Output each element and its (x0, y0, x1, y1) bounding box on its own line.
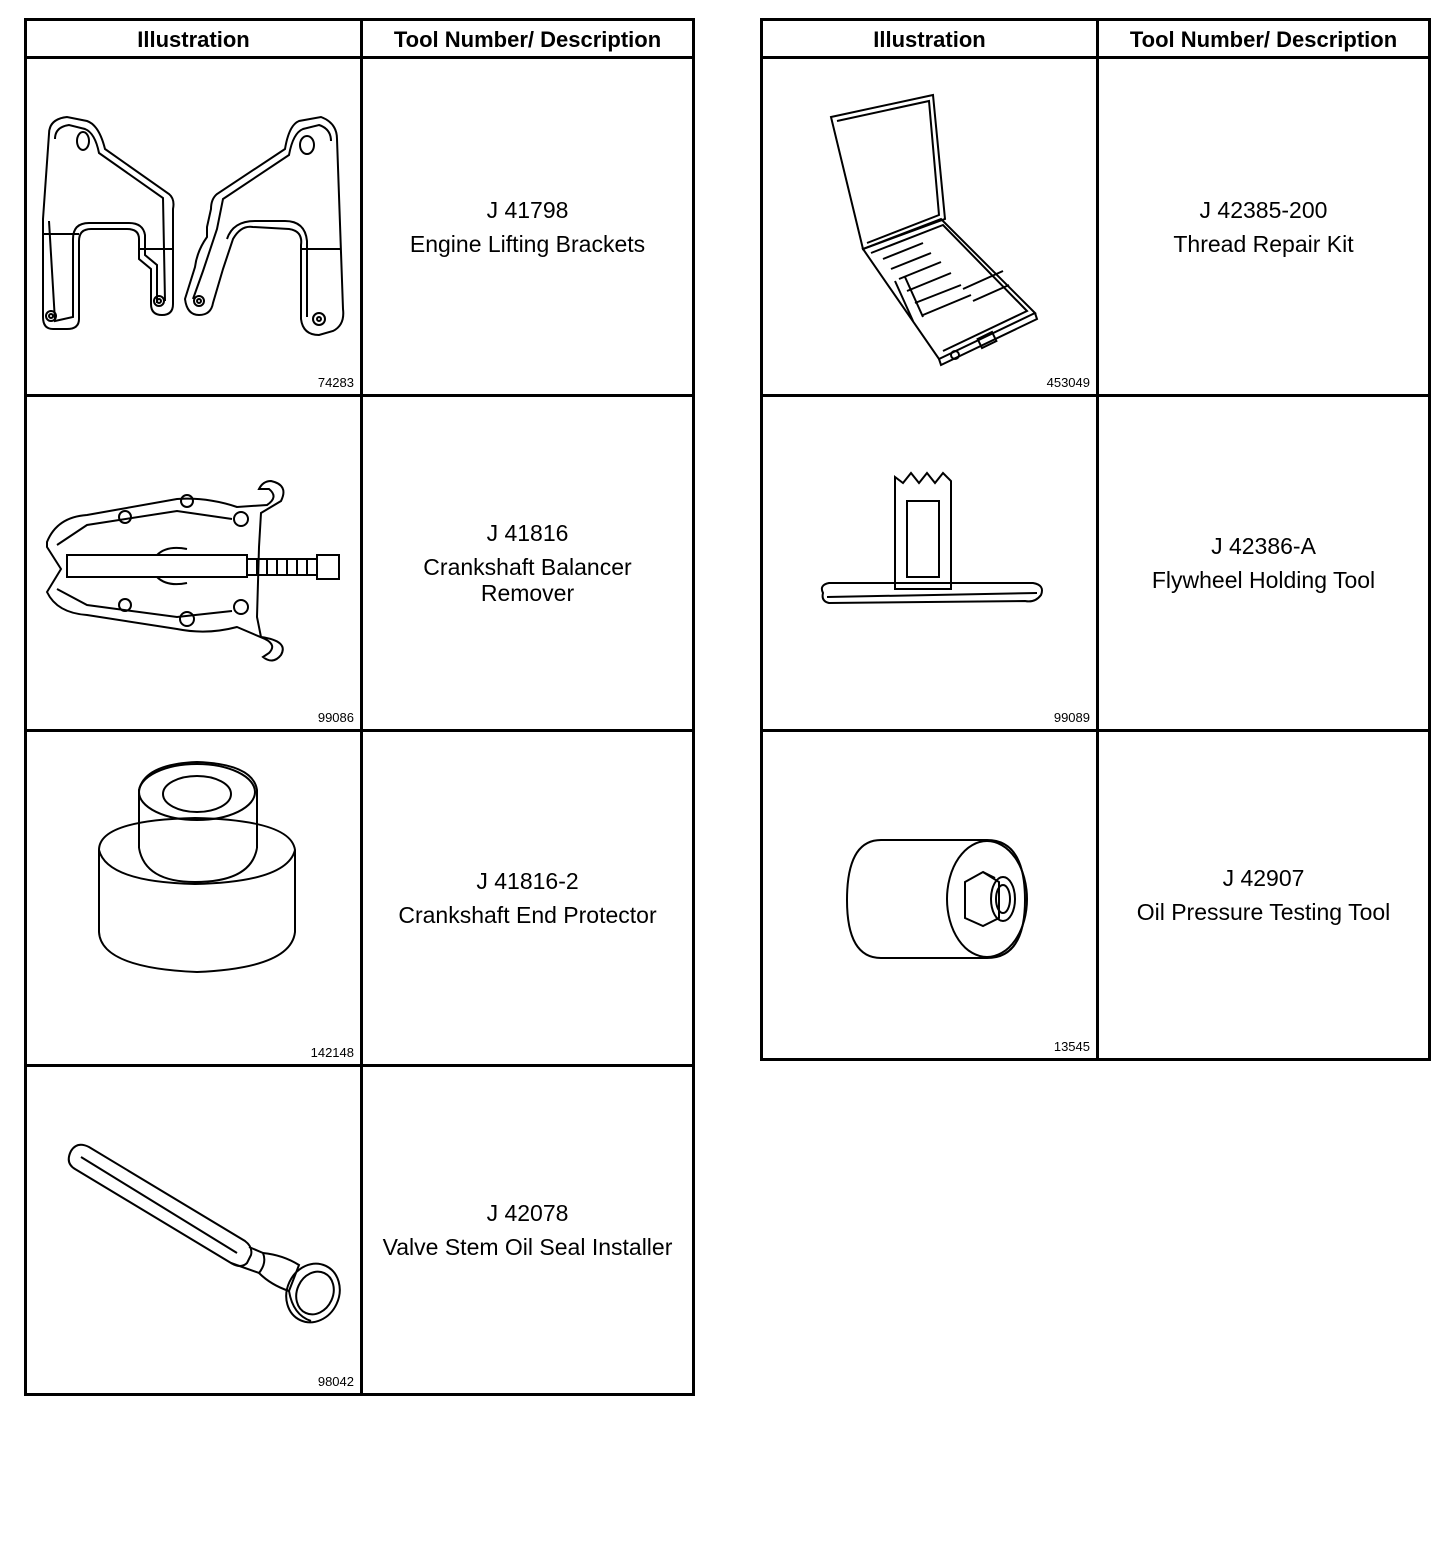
tool-table-left (24, 18, 695, 1396)
illustration-cell (27, 1067, 360, 1393)
tool-number: J 42385-200 (1199, 196, 1328, 223)
tool-name: Crankshaft End Protector (398, 902, 657, 928)
illustration-cell (763, 397, 1096, 729)
illustration-cell (763, 732, 1096, 1058)
tool-description (363, 1067, 692, 1393)
tool-table-right (760, 18, 1431, 1061)
figure-number: 99089 (1053, 710, 1090, 725)
tool-name: Crankshaft Balancer Remover (423, 554, 632, 606)
header-illustration: Illustration (137, 27, 250, 52)
header-tool: Tool Number/ Description (393, 27, 662, 52)
tool-description (363, 397, 692, 729)
tool-number: J 42386-A (1211, 533, 1316, 559)
table-row (27, 1064, 692, 1393)
figure-number: 453049 (1046, 375, 1090, 390)
figure-number: 74283 (317, 375, 354, 390)
figure-number: 99086 (317, 710, 354, 725)
tool-name: Thread Repair Kit (1173, 230, 1354, 257)
tool-number: J 41816 (486, 520, 569, 546)
tool-description (1099, 732, 1428, 1058)
table-header (763, 21, 1428, 59)
thread-kit-case-icon (763, 59, 1096, 394)
tool-number: J 41798 (486, 196, 569, 223)
tool-number: J 42078 (486, 1200, 569, 1226)
table-row (763, 394, 1428, 729)
tool-number: J 42907 (1222, 865, 1305, 891)
table-row (27, 59, 692, 394)
figure-number: 13545 (1053, 1039, 1090, 1054)
table-header (27, 21, 692, 59)
tool-name: Valve Stem Oil Seal Installer (382, 1234, 673, 1260)
table-row (763, 59, 1428, 394)
tool-name: Flywheel Holding Tool (1151, 567, 1376, 593)
tool-name: Engine Lifting Brackets (409, 230, 646, 257)
figure-number: 142148 (310, 1045, 354, 1060)
illustration-cell (763, 59, 1096, 394)
tool-number: J 41816-2 (476, 868, 579, 894)
tool-name: Oil Pressure Testing Tool (1136, 899, 1391, 925)
illustration-cell (27, 397, 360, 729)
tool-description (363, 732, 692, 1064)
tool-description (1099, 59, 1428, 394)
tool-description (1099, 397, 1428, 729)
table-row (27, 394, 692, 729)
table-row (763, 729, 1428, 1058)
seal-installer-icon (27, 1067, 360, 1402)
lifting-brackets-icon (27, 59, 360, 394)
flywheel-holder-icon (763, 397, 1096, 732)
illustration-cell (27, 732, 360, 1064)
illustration-cell (27, 59, 360, 394)
figure-number: 98042 (317, 1374, 354, 1389)
end-protector-icon (27, 732, 360, 1067)
oil-pressure-tester-icon (763, 732, 1096, 1067)
header-illustration: Illustration (873, 27, 986, 52)
tool-description (363, 59, 692, 394)
table-row (27, 729, 692, 1064)
puller-icon (27, 397, 360, 732)
header-tool: Tool Number/ Description (1129, 27, 1398, 52)
